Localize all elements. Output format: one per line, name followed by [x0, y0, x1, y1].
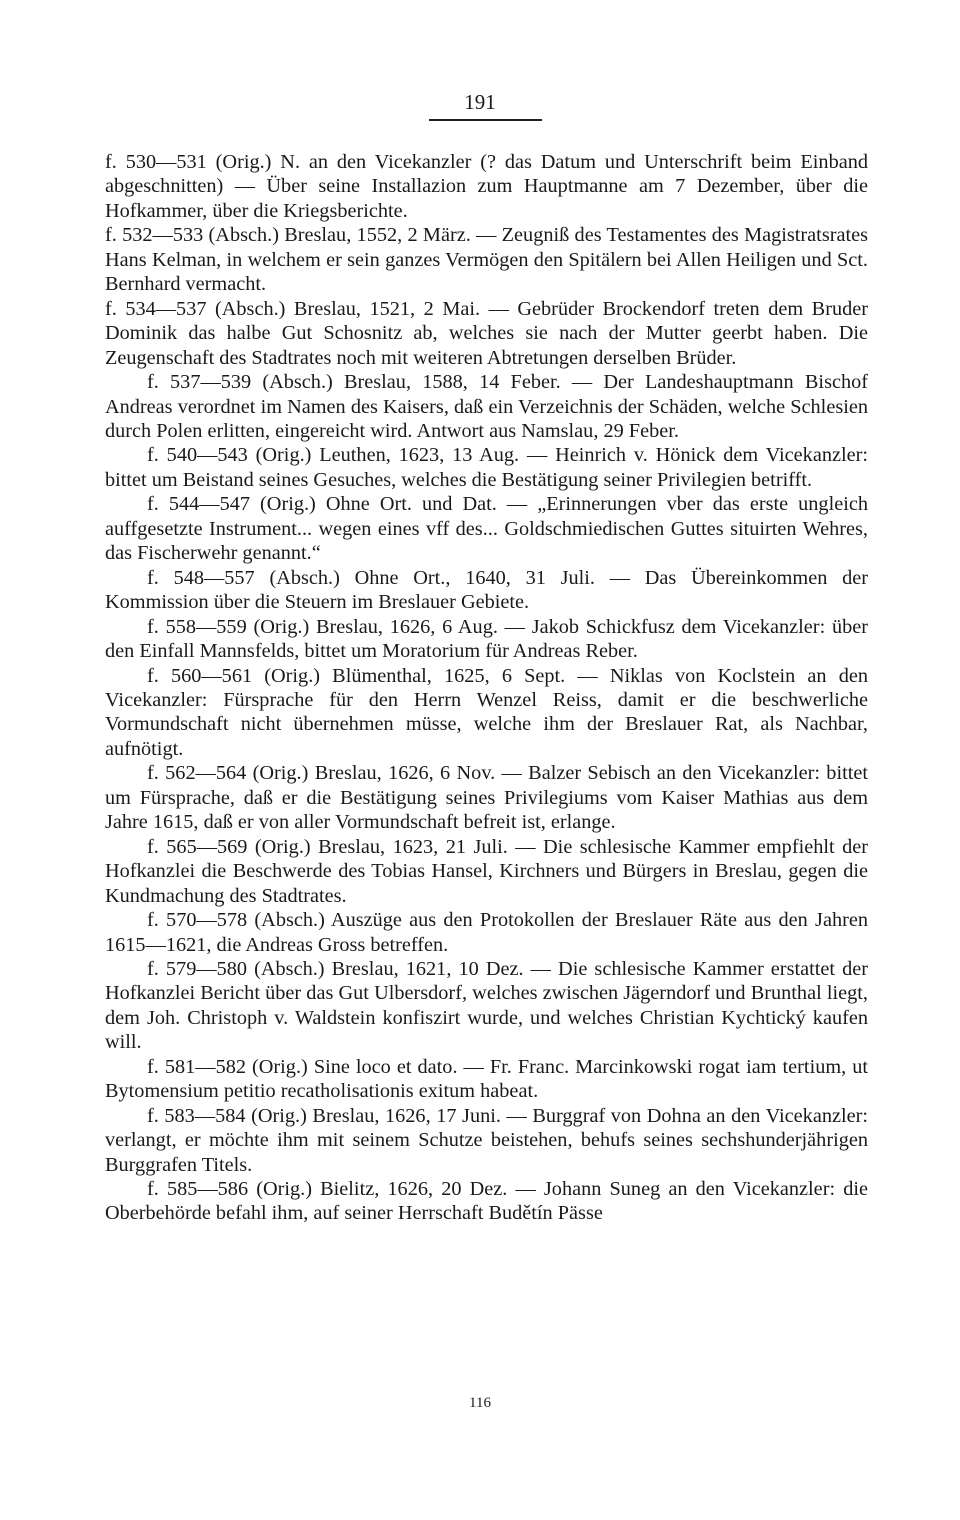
entry-13: f. 579—580 (Absch.) Breslau, 1621, 10 Dez. — Die schlesische Kammer erstattet der Hofkanzlei Bericht über das Gut Ulbersdorf, welches zwischen Jägerndorf und Brunthal liegt, dem Joh. Christoph v. Waldstein konfiszirt wurde, und welches Christian Kychtický kaufen will. — [105, 957, 868, 1054]
entry-9: f. 560—561 (Orig.) Blümenthal, 1625, 6 Sept. — Niklas von Koclstein an den Vicekanzler: Fürsprache für den Herrn Wenzel Reiss, damit er die beschwerliche Vormundschaft nicht übernehmen müsse, welche ihm der Breslauer Rat, als Nachbar, aufnötigt. — [105, 664, 868, 760]
entry-8: f. 558—559 (Orig.) Breslau, 1626, 6 Aug. — Jakob Schickfusz dem Vicekanzler: über den Einfall Mannsfelds, bittet um Moratorium für Andreas Reber. — [105, 615, 868, 663]
header-rule — [429, 119, 542, 121]
entry-4: f. 537—539 (Absch.) Breslau, 1588, 14 Feber. — Der Landeshauptmann Bischof Andreas verordnet im Namen des Kaisers, daß ein Verzeichnis der Schäden, welche Schlesien durch Polen erlitten, eingereicht wird. Antwort aus Namslau, 29 Feber. — [105, 371, 868, 442]
entry-12: f. 570—578 (Absch.) Auszüge aus den Protokollen der Breslauer Räte aus den Jahren 1615—1621, die Andreas Gross betreffen. — [105, 909, 868, 956]
entry-14: f. 581—582 (Orig.) Sine loco et dato. — Fr. Franc. Marcinkowski rogat iam tertium, ut Bytomensium petitio recatholisationis exitum habeat. — [105, 1055, 868, 1103]
entry-3: f. 534—537 (Absch.) Breslau, 1521, 2 Mai. — Gebrüder Brockendorf treten dem Bruder Dominik das halbe Gut Schosnitz ab, welches sie nach der Mutter geerbt haben. Die Zeugenschaft des Stadtrates noch mit weiteren Abtretungen derselben Brüder. — [105, 297, 868, 369]
entry-11: f. 565—569 (Orig.) Breslau, 1623, 21 Juli. — Die schlesische Kammer empfiehlt der Hofkanzlei die Beschwerde des Tobias Hansel, Kirchners und Bürgers in Breslau, gegen die Kundmachung des Stadtrates. — [105, 835, 868, 907]
entry-7: f. 548—557 (Absch.) Ohne Ort., 1640, 31 Juli. — Das Übereinkommen der Kommission über die Steuern im Breslauer Gebiete. — [105, 566, 868, 614]
entry-5: f. 540—543 (Orig.) Leuthen, 1623, 13 Aug. — Heinrich v. Hönick dem Vicekanzler: bittet um Beistand seines Gesuches, welches die Bestätigung seiner Privilegien betrifft. — [105, 444, 868, 491]
page-number: 191 — [464, 90, 496, 114]
entry-10: f. 562—564 (Orig.) Breslau, 1626, 6 Nov. — Balzer Sebisch an den Vicekanzler: bittet um Fürsprache, daß er die Bestätigung seines Privilegiums vom Kaiser Mathias aus dem Jahre 1615, daß er von aller Vormundschaft befreit ist, erlange. — [105, 762, 868, 834]
entry-2: f. 532—533 (Absch.) Breslau, 1552, 2 März. — Zeugniß des Testamentes des Magistratsrates Hans Kelman, in welchem er sein ganzes Vermögen den Spitälern bei Allen Heiligen und Sct. Bernhard vermacht. — [105, 224, 868, 296]
footer-number: 116 — [469, 1395, 491, 1411]
entry-1: f. 530—531 (Orig.) N. an den Vicekanzler (? das Datum und Unterschrift beim Einband abgeschnitten) — Über seine Installazion zum Hauptmanne am 7 Dezember, über die Hofkammer, über die Kriegsberichte. — [105, 151, 868, 222]
entry-15: f. 583—584 (Orig.) Breslau, 1626, 17 Juni. — Burggraf von Dohna an den Vicekanzler: verlangt, er möchte ihm mit seinem Schutze beistehen, behufs seines sechshunderjährigen Burggrafen Titels. — [105, 1104, 868, 1176]
entry-16: f. 585—586 (Orig.) Bielitz, 1626, 20 Dez. — Johann Suneg an den Vicekanzler: die Oberbehörde befahl ihm, auf seiner Herrschaft Budětín Pässe — [105, 1178, 868, 1225]
entry-6: f. 544—547 (Orig.) Ohne Ort. und Dat. — „Erinnerungen vber das erste ungleich auffgesetzte Instrument... wegen eines vff des... Goldschmiedischen Guttes situirten Wehres, das Fischerwehr genannt.“ — [105, 493, 868, 565]
body-text — [105, 150, 868, 1226]
